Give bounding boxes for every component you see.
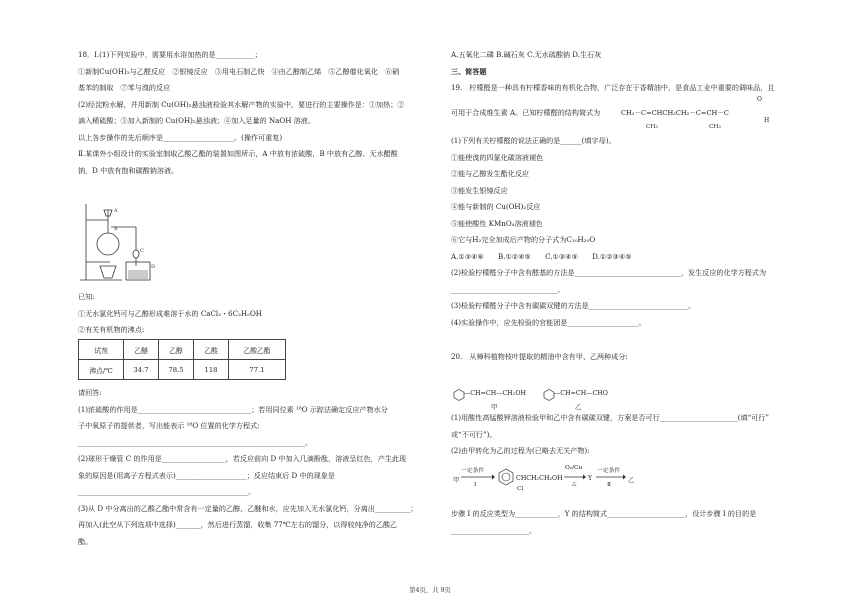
arrow-right-icon bbox=[461, 474, 495, 480]
right-column-3 bbox=[451, 509, 801, 536]
label-c: C bbox=[140, 248, 144, 254]
label-d: D bbox=[151, 264, 156, 270]
arrow-right-icon bbox=[564, 474, 586, 480]
formula-h: H bbox=[764, 116, 770, 124]
label-b: B bbox=[114, 226, 118, 232]
q19-opt1: ①能使溴的四氯化碳溶液褪色 bbox=[451, 152, 544, 162]
table-row bbox=[79, 340, 286, 360]
q18-line1: 18．Ⅰ.(1)下列实验中，需要用水浴加热的是___________； bbox=[78, 50, 262, 59]
table-cell: 乙醇 bbox=[159, 340, 194, 360]
known-title: 已知: bbox=[78, 292, 95, 301]
table-cell: 沸点/℃ bbox=[79, 360, 124, 380]
yi-structure: —CH=CH—CHO bbox=[554, 390, 608, 397]
label-a: A bbox=[114, 208, 118, 214]
arrow-right-icon bbox=[596, 474, 626, 480]
table-cell: 118 bbox=[194, 360, 229, 380]
q19-line1: 19. 柠檬醛是一种具有柠檬香味的有机化合物，广泛存在于香精油中，是食品工业中重要的调味品，且 bbox=[451, 83, 775, 92]
q18-line4: (2)经淀粉水解，并用新制 Cu(OH)₂悬浊液检验其水解产物的实验中，要进行的主要操作是：①加热；② bbox=[78, 99, 405, 109]
right-column bbox=[451, 50, 801, 363]
q19-sub2b: ______________________________。 bbox=[451, 284, 565, 294]
route-cond-1: 一定条件 bbox=[461, 468, 485, 474]
q19-sub2: (2)检验柠檬醛分子中含有醛基的方法是______________________________，发生反应的化学方程式为 bbox=[451, 268, 767, 277]
route-step-2: Ⅱ bbox=[607, 482, 611, 488]
route-intermediate: CHCH₂CH₂OH bbox=[516, 475, 563, 482]
route-cond-2: O₂/Cu bbox=[565, 465, 583, 471]
table-cell: 77.1 bbox=[229, 360, 286, 380]
q18-line7: Ⅱ.某课外小组设计的实验室制取乙酸乙酯的装置如图所示，A 中放有浓硫酸，B 中放有乙醇、无水醋酸 bbox=[78, 149, 398, 158]
q19-opt5: ⑤能使酸性 KMnO₄溶液褪色 bbox=[451, 218, 543, 228]
a1-line1: (1)浓硫酸的作用是________________________________；若用同位素 ¹⁸O 示踪法确定反应产物水分 bbox=[78, 404, 388, 414]
q20-sub3: 步骤 I 的反应类型为____________，Y 的结构简式______________________，设计步骤 I 的目的是 bbox=[451, 509, 757, 518]
reaction-route bbox=[451, 458, 801, 506]
a2-line2: 象的原因是(用离子方程式表示)____________________；反应结束后 D 中的现象是 bbox=[78, 470, 335, 480]
route-step-1: Ⅰ bbox=[474, 482, 477, 488]
q20-line1: 20. 从樟科植物枝叶提取的精油中含有甲、乙两种成分: bbox=[451, 352, 628, 361]
a2-line1: (2)球形干燥管 C 的作用是__________________，若反应前向 D 中加入几滴酚酞，溶液呈红色，产生此现 bbox=[78, 454, 407, 463]
page-footer: 第4页，共 9页 bbox=[409, 587, 451, 594]
q19-line2-row bbox=[451, 95, 801, 130]
benzene-ring-icon bbox=[498, 468, 514, 486]
a3-line2: 再加入(此空从下列选项中选择)_______，然后进行蒸馏，收集 77℃左右的馏分，以得较纯净的乙酸乙 bbox=[78, 520, 398, 529]
table-cell: 乙醚 bbox=[124, 340, 159, 360]
q19-opt6: ⑥它与H₂完全加成后产物的分子式为C₁₀H₂₀O bbox=[451, 235, 596, 244]
boiling-point-table bbox=[78, 339, 286, 380]
q20-sub2: (2)由甲转化为乙的过程为(已略去无关产物): bbox=[451, 446, 590, 455]
q19-opt2: ②能与乙醇发生酯化反应 bbox=[451, 169, 530, 178]
route-jia: 甲 bbox=[453, 477, 460, 484]
a2-line3: ________________________________________________。 bbox=[78, 487, 256, 496]
route-cl: Cl bbox=[517, 486, 524, 492]
q19-sub3: (3)检验柠檬醛分子中含有碳碳双键的方法是____________________________。 bbox=[451, 301, 696, 310]
route-delta: △ bbox=[572, 481, 577, 487]
table-cell: 78.5 bbox=[159, 360, 194, 380]
a3-line3: 酯。 bbox=[78, 536, 93, 546]
yi-label: 乙 bbox=[575, 404, 582, 411]
a1-line3: ________________________________________________________________。 bbox=[78, 437, 313, 447]
q18-line8: 钠，D 中放有饱和碳酸钠溶液。 bbox=[78, 165, 179, 175]
q19-sub4: (4)实验操作中，应先检验的官能团是____________________。 bbox=[451, 317, 646, 327]
apparatus-diagram bbox=[78, 200, 158, 284]
section-title: 三、简答题 bbox=[451, 66, 487, 76]
q19-choices: A.①③④⑥ B.①②④⑤ C.①③④⑤ D.①②③④⑤ bbox=[451, 251, 632, 261]
table-row bbox=[79, 360, 286, 380]
q18-line2: ①新制Cu(OH)₂与乙醛反应 ②银镜反应 ③用电石制乙炔 ④由乙醇制乙烯 ⑤乙醇催化氧化 ⑥硝 bbox=[78, 66, 400, 76]
q19-opt3: ③能发生银镜反应 bbox=[451, 185, 508, 195]
route-yi: 乙 bbox=[628, 477, 635, 484]
formula-ch3-b: CH₃ bbox=[709, 123, 721, 130]
ask-line: 请回答: bbox=[78, 388, 102, 397]
formula-o: O bbox=[757, 95, 762, 103]
q18-line5: 滴入稀硫酸；③加入新制的 Cu(OH)₂悬浊液；④加入足量的 NaOH 溶液。 bbox=[78, 116, 315, 125]
table-cell: 乙酸 bbox=[194, 340, 229, 360]
right-column-2 bbox=[451, 413, 801, 457]
formula-ch3-a: CH₃ bbox=[646, 123, 658, 130]
route-y: Y bbox=[588, 475, 593, 482]
q19-line2: 可用于合成维生素 A。已知柠檬醛的结构简式为 bbox=[451, 107, 601, 117]
q18-line3: 基苯的制取 ⑦苯与溴的反应 bbox=[78, 83, 171, 92]
q20-sub1: (1)用酸性高锰酸钾溶液检验甲和乙中含有碳碳双键，方案是否可行______________________(填“可行” bbox=[451, 413, 770, 422]
jia-structure: —CH=CH—CH₂OH bbox=[464, 390, 526, 397]
q19-opt4: ④能与新制的 Cu(OH)₂反应 bbox=[451, 202, 541, 211]
citral-formula: CH₃－C=CHCH₂CH₂－C=CH－C bbox=[621, 108, 729, 117]
route-cond-3: 一定条件 bbox=[597, 468, 621, 474]
jia-yi-structures bbox=[451, 389, 801, 413]
left-column-2 bbox=[78, 292, 434, 336]
a3-line1: (3)从 D 中分离出的乙酸乙酯中常含有一定量的乙醇、乙醚和水，应先加入无水氯化钙，分离出__________； bbox=[78, 503, 418, 513]
left-column-3 bbox=[78, 388, 434, 547]
a1-line2: 子中氧原子的提供者，写出能表示 ¹⁸O 位置的化学方程式: bbox=[78, 421, 260, 430]
q20-sub3b: ______________________。 bbox=[451, 525, 537, 535]
table-cell: 34.7 bbox=[124, 360, 159, 380]
q19-sub1: (1)下列有关柠檬醛的说法正确的是______(填字母)。 bbox=[451, 136, 616, 145]
left-column bbox=[78, 50, 434, 176]
q20-sub1b: 或“不可行”)。 bbox=[451, 429, 497, 439]
options-line: A.五氧化二磷 B.碱石灰 C.无水硫酸钠 D.生石灰 bbox=[451, 50, 602, 59]
jia-label: 甲 bbox=[491, 404, 498, 411]
q18-line6: 以上各步操作的先后顺序是____________________。(操作可重复) bbox=[78, 132, 283, 142]
known-2: ②有关有机物的沸点: bbox=[78, 325, 145, 334]
known-1: ①无水氯化钙可与乙醇形成难溶于水的 CaCl₂・6C₂H₅OH bbox=[78, 308, 262, 318]
table-cell: 试剂 bbox=[79, 340, 124, 360]
table-cell: 乙酸乙酯 bbox=[229, 340, 286, 360]
